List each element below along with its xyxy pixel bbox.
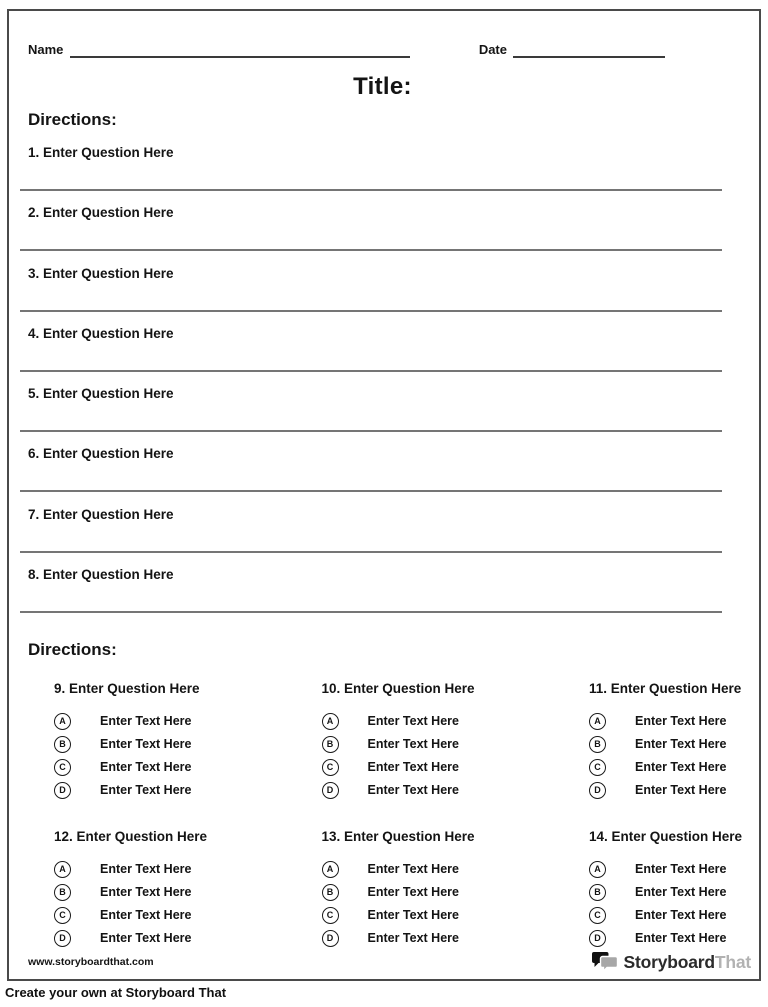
date-group <box>479 40 665 58</box>
option-letter-bubble: D <box>589 782 606 799</box>
date-blank-line <box>513 40 665 58</box>
sheet-footer <box>20 949 751 975</box>
option-letter-bubble: A <box>54 713 71 730</box>
option-text: Enter Text Here <box>635 714 727 729</box>
option-text: Enter Text Here <box>100 885 192 900</box>
option-letter-bubble: D <box>54 930 71 947</box>
option-letter-bubble: C <box>589 759 606 776</box>
question-block-8 <box>20 568 745 628</box>
option-letter-bubble: B <box>54 736 71 753</box>
mc-option-row <box>54 904 322 927</box>
question-block-2 <box>20 206 745 266</box>
option-letter-bubble: B <box>54 884 71 901</box>
option-text: Enter Text Here <box>635 885 727 900</box>
option-text: Enter Text Here <box>367 908 459 923</box>
speech-bubbles-icon <box>592 951 619 973</box>
mc-options <box>54 710 322 802</box>
option-letter-bubble: A <box>322 861 339 878</box>
answer-line <box>20 611 722 613</box>
mc-option-row <box>589 927 745 950</box>
storyboardthat-logo <box>592 951 752 973</box>
mc-option-row <box>54 881 322 904</box>
header-row <box>20 36 745 58</box>
question-label: 3. Enter Question Here <box>28 265 174 281</box>
option-text: Enter Text Here <box>100 783 192 798</box>
option-letter-bubble: C <box>322 759 339 776</box>
question-block-6 <box>20 447 745 507</box>
option-letter-bubble: D <box>54 782 71 799</box>
open-response-section <box>20 146 745 628</box>
option-text: Enter Text Here <box>100 714 192 729</box>
mc-question-label: 14. Enter Question Here <box>589 829 743 845</box>
answer-line <box>20 370 722 372</box>
option-text: Enter Text Here <box>635 862 727 877</box>
answer-line <box>20 189 722 191</box>
mc-option-row <box>54 858 322 881</box>
option-letter-bubble: C <box>322 907 339 924</box>
option-text: Enter Text Here <box>367 783 459 798</box>
option-text: Enter Text Here <box>100 760 192 775</box>
mc-question-label: 10. Enter Question Here <box>321 681 475 697</box>
logo-text-storyboard: Storyboard <box>623 951 715 972</box>
mc-option-row <box>589 733 745 756</box>
option-text: Enter Text Here <box>635 760 727 775</box>
option-letter-bubble: B <box>589 884 606 901</box>
create-your-own-caption: Create your own at Storyboard That <box>5 985 227 1000</box>
mc-option-row <box>322 710 590 733</box>
mc-option-row <box>589 756 745 779</box>
multiple-choice-section <box>54 682 745 950</box>
option-text: Enter Text Here <box>100 862 192 877</box>
mc-option-row <box>54 733 322 756</box>
question-label: 1. Enter Question Here <box>28 145 174 160</box>
mc-question-label: 9. Enter Question Here <box>54 681 200 697</box>
worksheet-sheet <box>7 9 761 981</box>
mc-option-row <box>589 881 745 904</box>
option-letter-bubble: C <box>54 907 71 924</box>
mc-option-row <box>54 927 322 950</box>
question-label: 8. Enter Question Here <box>28 567 174 583</box>
question-label: 6. Enter Question Here <box>28 446 174 462</box>
option-text: Enter Text Here <box>367 885 459 900</box>
mc-option-row <box>322 881 590 904</box>
logo-text-that: That <box>714 951 751 972</box>
option-letter-bubble: C <box>589 907 606 924</box>
mc-option-row <box>322 733 590 756</box>
date-label: Date <box>478 42 507 57</box>
option-letter-bubble: B <box>322 736 339 753</box>
mc-options <box>589 710 745 802</box>
answer-line <box>20 310 722 312</box>
mc-question-9 <box>54 682 322 802</box>
directions-heading-2: Directions: <box>28 640 117 660</box>
mc-question-label: 13. Enter Question Here <box>321 829 475 845</box>
question-block-5 <box>20 387 745 447</box>
option-letter-bubble: B <box>322 884 339 901</box>
answer-line <box>20 249 722 251</box>
option-letter-bubble: B <box>589 736 606 753</box>
mc-question-12 <box>54 830 322 950</box>
question-label: 7. Enter Question Here <box>28 506 174 522</box>
option-letter-bubble: A <box>322 713 339 730</box>
option-letter-bubble: A <box>589 713 606 730</box>
mc-question-10 <box>322 682 590 802</box>
answer-line <box>20 490 722 492</box>
mc-option-row <box>54 756 322 779</box>
question-label: 4. Enter Question Here <box>28 325 174 341</box>
question-label: 2. Enter Question Here <box>28 205 174 221</box>
option-letter-bubble: A <box>589 861 606 878</box>
mc-option-row <box>54 779 322 802</box>
website-url: www.storyboardthat.com <box>28 956 154 968</box>
mc-option-row <box>54 710 322 733</box>
mc-options <box>322 858 590 950</box>
option-text: Enter Text Here <box>635 737 727 752</box>
option-text: Enter Text Here <box>367 931 459 946</box>
mc-options <box>54 858 322 950</box>
logo-wordmark <box>624 952 752 973</box>
option-text: Enter Text Here <box>367 737 459 752</box>
option-text: Enter Text Here <box>635 783 727 798</box>
mc-option-row <box>589 779 745 802</box>
mc-option-row <box>589 710 745 733</box>
mc-options <box>322 710 590 802</box>
mc-option-row <box>322 858 590 881</box>
mc-option-row <box>322 779 590 802</box>
name-label: Name <box>28 42 64 57</box>
mc-option-row <box>322 756 590 779</box>
mc-question-label: 11. Enter Question Here <box>589 681 742 697</box>
option-text: Enter Text Here <box>100 931 192 946</box>
option-text: Enter Text Here <box>367 714 459 729</box>
mc-question-13 <box>322 830 590 950</box>
option-letter-bubble: A <box>54 861 71 878</box>
mc-question-11 <box>589 682 745 802</box>
mc-option-row <box>589 904 745 927</box>
option-letter-bubble: D <box>589 930 606 947</box>
mc-question-label: 12. Enter Question Here <box>54 829 208 845</box>
question-block-7 <box>20 508 745 568</box>
mc-question-14 <box>589 830 745 950</box>
mc-option-row <box>322 927 590 950</box>
option-letter-bubble: D <box>322 782 339 799</box>
option-text: Enter Text Here <box>367 862 459 877</box>
mc-option-row <box>589 858 745 881</box>
option-text: Enter Text Here <box>635 908 727 923</box>
question-block-3 <box>20 267 745 327</box>
question-block-1 <box>20 146 745 206</box>
option-text: Enter Text Here <box>100 908 192 923</box>
mc-options <box>589 858 745 950</box>
question-block-4 <box>20 327 745 387</box>
option-letter-bubble: D <box>322 930 339 947</box>
option-text: Enter Text Here <box>367 760 459 775</box>
option-text: Enter Text Here <box>100 737 192 752</box>
answer-line <box>20 551 722 553</box>
option-text: Enter Text Here <box>635 931 727 946</box>
mc-option-row <box>322 904 590 927</box>
option-letter-bubble: C <box>54 759 71 776</box>
page-title: Title: <box>353 73 412 100</box>
name-blank-line <box>70 40 410 58</box>
directions-heading-1: Directions: <box>28 110 117 129</box>
question-label: 5. Enter Question Here <box>28 386 174 402</box>
answer-line <box>20 430 722 432</box>
